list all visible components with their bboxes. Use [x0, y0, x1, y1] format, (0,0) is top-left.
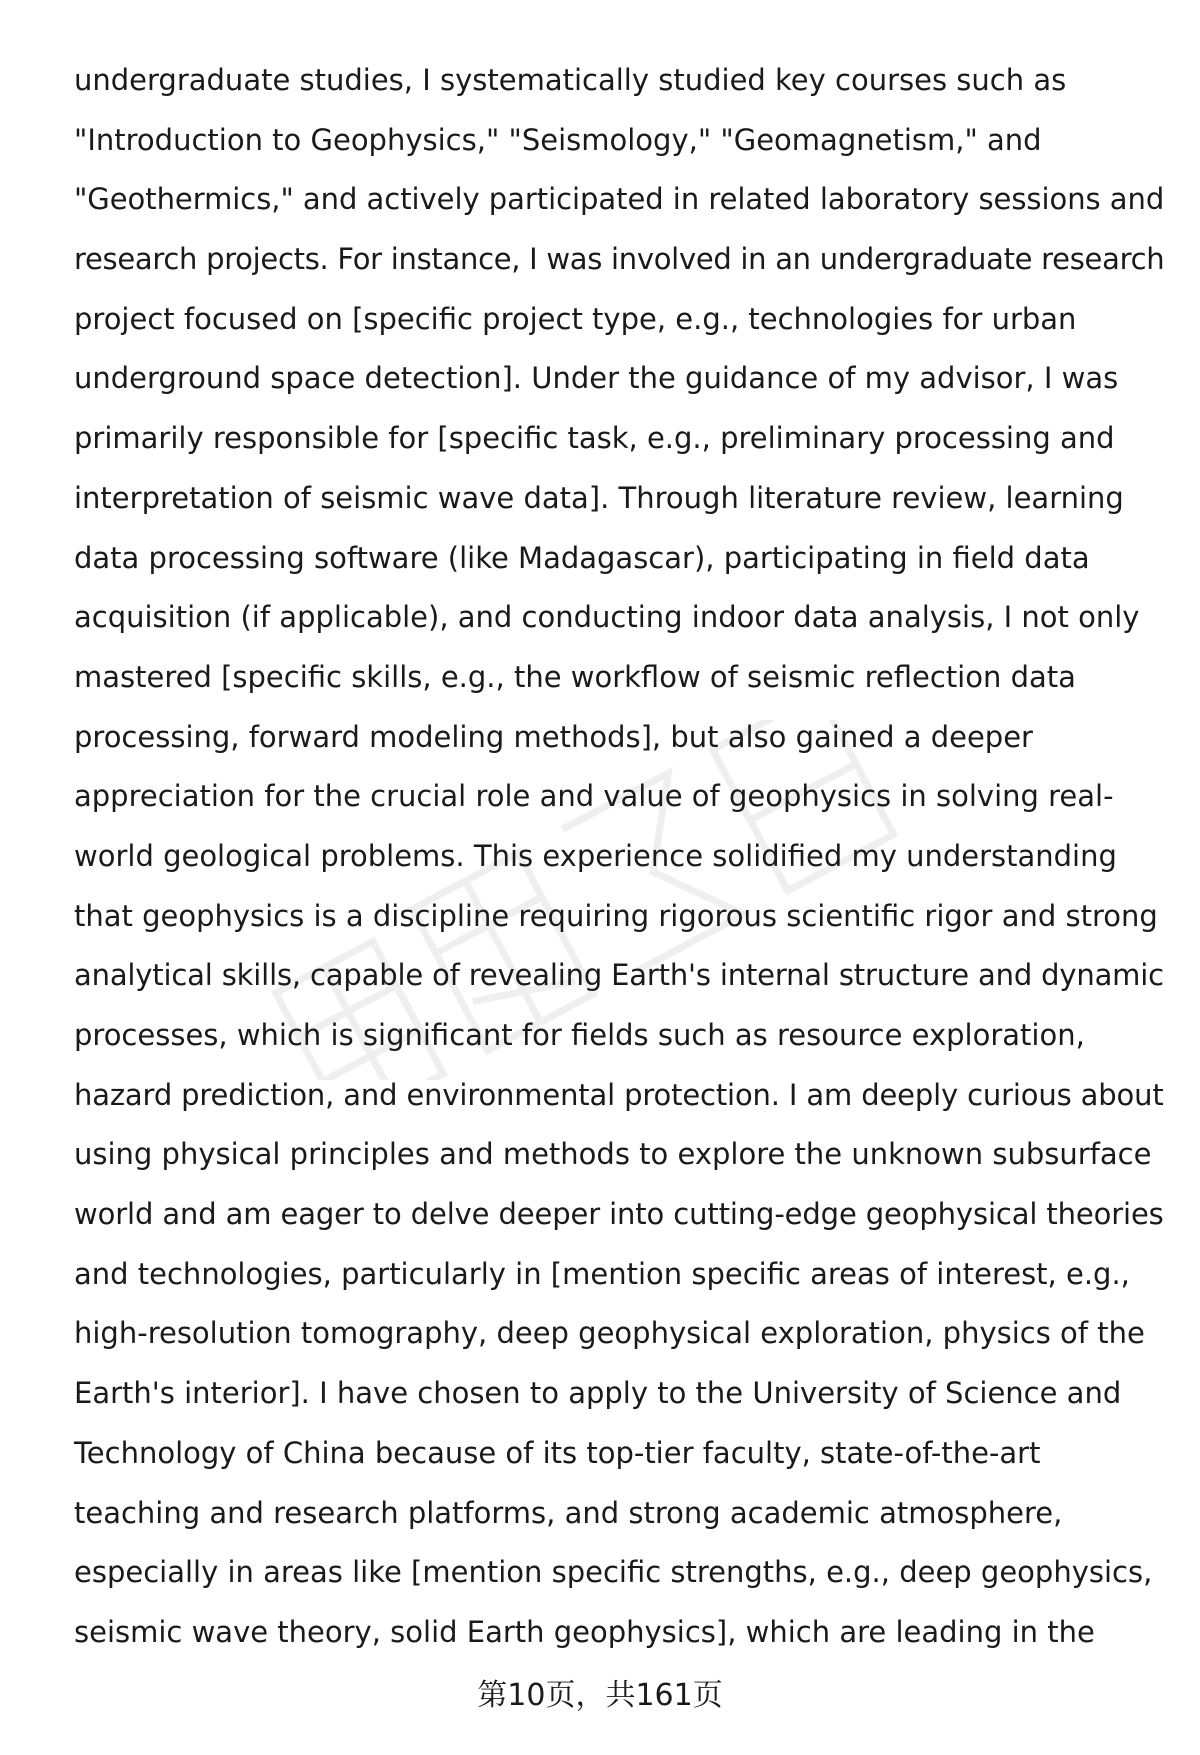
- text-line: interpretation of seismic wave data]. Through literature review, learning: [74, 480, 1124, 515]
- text-line: and technologies, particularly in [mention specific areas of interest, e.g.,: [74, 1256, 1130, 1291]
- text-line: research projects. For instance, I was involved in an undergraduate research: [74, 242, 1165, 277]
- text-line: teaching and research platforms, and strong academic atmosphere,: [74, 1495, 1063, 1530]
- text-line: especially in areas like [mention specific strengths, e.g., deep geophysics,: [74, 1555, 1153, 1590]
- text-line: "Geothermics," and actively participated in related laboratory sessions and: [74, 182, 1165, 217]
- text-line: appreciation for the crucial role and value of geophysics in solving real-: [74, 779, 1114, 814]
- text-line: seismic wave theory, solid Earth geophysics], which are leading in the: [74, 1614, 1095, 1649]
- text-line: using physical principles and methods to explore the unknown subsurface: [74, 1137, 1152, 1172]
- text-line: high-resolution tomography, deep geophysical exploration, physics of the: [74, 1316, 1145, 1351]
- text-line: mastered [specific skills, e.g., the workflow of seismic reflection data: [74, 659, 1076, 694]
- text-line: Technology of China because of its top-tier faculty, state-of-the-art: [74, 1435, 1041, 1470]
- text-line: acquisition (if applicable), and conducting indoor data analysis, I not only: [74, 600, 1140, 635]
- text-line: primarily responsible for [specific task, e.g., preliminary processing and: [74, 421, 1115, 456]
- text-line: world and am eager to delve deeper into cutting-edge geophysical theories: [74, 1197, 1164, 1232]
- text-line: underground space detection]. Under the guidance of my advisor, I was: [74, 361, 1119, 396]
- body-text: [74, 55, 1164, 1667]
- text-line: hazard prediction, and environmental protection. I am deeply curious about: [74, 1077, 1164, 1112]
- text-line: processing, forward modeling methods], but also gained a deeper: [74, 719, 1033, 754]
- text-line: project focused on [specific project type, e.g., technologies for urban: [74, 301, 1077, 336]
- text-line: Earth's interior]. I have chosen to apply to the University of Science and: [74, 1376, 1122, 1411]
- text-line: undergraduate studies, I systematically studied key courses such as: [74, 63, 1067, 97]
- text-line: data processing software (like Madagascar), participating in field data: [74, 540, 1090, 575]
- text-line: analytical skills, capable of revealing Earth's internal structure and dynamic: [74, 958, 1164, 993]
- text-line: that geophysics is a discipline requiring rigorous scientific rigor and strong: [74, 898, 1158, 933]
- text-line: "Introduction to Geophysics," "Seismology," "Geomagnetism," and: [74, 122, 1042, 157]
- text-line: processes, which is significant for fields such as resource exploration,: [74, 1018, 1085, 1052]
- text-line: world geological problems. This experience solidified my understanding: [74, 838, 1117, 873]
- page-number-footer: 第10页，共161页: [477, 1678, 723, 1713]
